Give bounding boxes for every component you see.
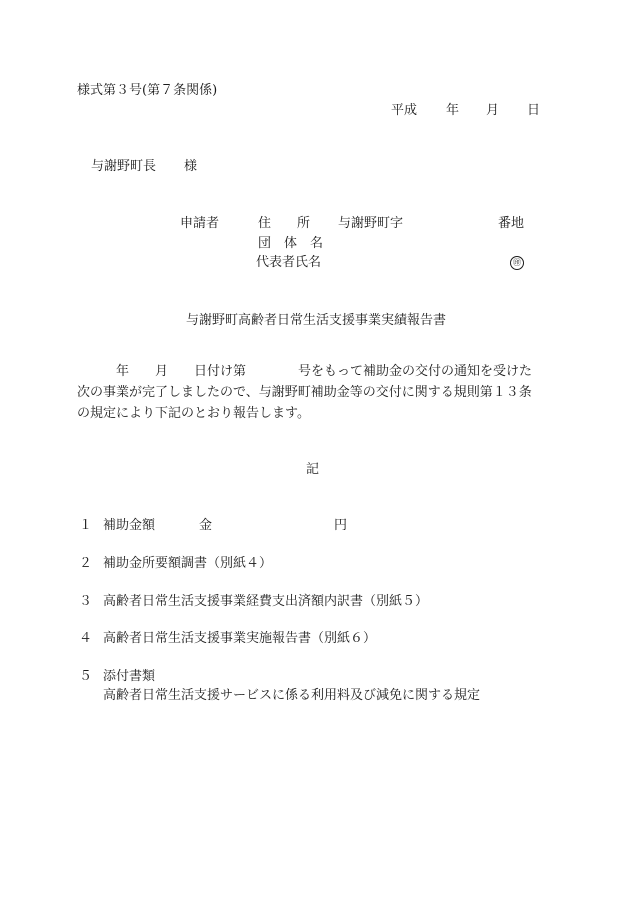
body-line: 年 月 日付け第 号をもって補助金の交付の通知を受けた	[77, 364, 533, 379]
item-label: 補助金所要額調書（別紙４）	[103, 556, 273, 571]
applicant-label: 申請者	[180, 216, 220, 231]
recipient-name: 与謝野町長	[91, 159, 157, 174]
item-number: ２	[79, 556, 93, 571]
document-title: 与謝野町高齢者日常生活支援事業実績報告書	[186, 313, 447, 328]
address-label: 住 所	[258, 216, 311, 231]
body-line: の規定により下記のとおり報告します。	[77, 406, 310, 421]
item-amount-prefix: 金	[199, 518, 213, 533]
item-number: １	[79, 518, 93, 533]
item-label: 高齢者日常生活支援事業実施報告書（別紙６）	[103, 631, 377, 646]
date-year: 年	[446, 103, 460, 118]
address-suffix: 番地	[498, 216, 525, 231]
recipient-honorific: 様	[184, 159, 198, 174]
list-item	[79, 631, 376, 647]
list-item	[79, 556, 272, 572]
item-label: 高齢者日常生活支援事業経費支出済額内訳書（別紙５）	[103, 594, 429, 609]
seal-mark: ㊞	[510, 256, 524, 270]
ki-heading: 記	[306, 462, 320, 477]
list-item	[79, 669, 155, 685]
body-line: 次の事業が完了しましたので、与謝野町補助金等の交付に関する規則第１３条	[77, 385, 532, 400]
list-item	[79, 518, 155, 534]
item-number: ３	[79, 594, 93, 609]
representative-label: 代表者氏名	[256, 255, 322, 270]
date-month: 月	[486, 103, 500, 118]
date-day: 日	[527, 103, 541, 118]
attachment-detail: 高齢者日常生活支援サービスに係る利用料及び減免に関する規定	[103, 688, 481, 703]
form-number: 様式第３号(第７条関係)	[77, 83, 218, 98]
item-label: 添付書類	[103, 669, 156, 684]
body-paragraph	[77, 361, 555, 424]
item-number: ４	[79, 631, 93, 646]
item-label: 補助金額	[103, 518, 156, 533]
list-item	[79, 594, 428, 610]
item-number: ５	[79, 669, 93, 684]
item-amount-unit: 円	[334, 518, 348, 533]
date-era: 平成	[391, 103, 418, 118]
organization-label: 団 体 名	[258, 236, 324, 251]
address-prefix: 与謝野町字	[338, 216, 404, 231]
